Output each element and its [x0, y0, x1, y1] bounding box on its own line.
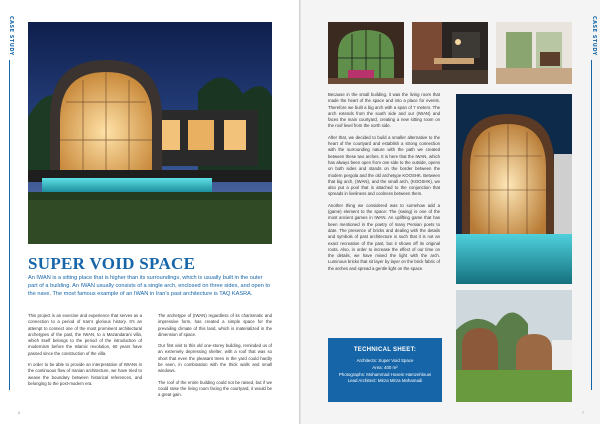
interior-living-room-photo — [496, 22, 572, 84]
page-number: 7 — [582, 410, 585, 415]
technical-sheet-box — [328, 338, 442, 402]
body-paragraph: Another thing we considered was to somehow add a (game) element to the space: The (swing) is one of the most ancient games in IWAN. An uplifting game that has been mentioned in the poetry of many Persian poets to date. The presence of bricks and dealing with the details and symbols of past architecture is such that it is not an exact recreation of the past, but it shows off its original roots. Also, in order to increase the effect of our time on the details, we have mixed the light with the arch. Luminous bricks that sit layer by layer on the brick fabric of the arches and spread a gentle light on the space. — [328, 202, 440, 271]
left-column-1 — [28, 313, 142, 392]
body-paragraph: The roof of the entire building could not be raised, but if we could raise the living room facing the courtyard, it would be a great gain. — [158, 379, 272, 398]
technical-sheet-line: Architects: Super Void Space — [356, 358, 414, 363]
body-paragraph: After that, we decided to build a smaller alternative to the heart of the courtyard and establish a strong connection with the surrounding nature with the path we created between these two arches. It is here that the IWAN, which has always been open from one side to the outside, opens on both sides and stands on the border between the modern pergola and the old archetype KOOSHK. Between that big arch, (IWAN), and the small arch, (KOOSHK), we also put a pool that is attached to the conjunction that spreads in liveliness and coolness between them. — [328, 134, 440, 197]
side-rule — [9, 60, 10, 390]
case-study-tab: CASE STUDY — [8, 16, 14, 56]
body-paragraph: The archetype of (IWAN) regardless of its charismatic and impressive form, has created a simple space for the prevailing climate of this land, which is materialized in the dimension of space. — [158, 313, 272, 337]
case-study-tab: CASE STUDY — [591, 16, 597, 56]
article-title: SUPER VOID SPACE — [28, 254, 196, 273]
garden-arches-photo — [456, 290, 572, 402]
body-paragraph: This project is an exercise and experience that serves as a connection to a period of Iran's glorious history. It's an attempt to connect one of the most prominent architectural archetypes of the past, the IWAN, to a Mazandarani villa, which itself belongs to the period of the introduction of modernism before the Islamic revolution, 60 years have passed since the construction of the villa. — [28, 313, 142, 356]
technical-sheet-line: Lead Architect: Mirza Mirza Mohamadi — [347, 378, 423, 384]
technical-sheet-line: Area: 400 m² — [372, 364, 398, 370]
body-paragraph: In order to be able to provide an interpretation of IWANs in the continuous flow of Iranian architecture, we have tried to weave the boundary between historical references, and belonging to the post-modern era. — [28, 362, 142, 386]
interior-dining-photo — [412, 22, 488, 84]
hero-photo-iwan-night — [28, 22, 272, 244]
left-page — [0, 0, 299, 424]
interior-arch-window-photo — [328, 22, 404, 84]
technical-sheet-title: TECHNICAL SHEET: — [353, 347, 417, 353]
body-paragraph: Our first visit to this old one-storey building, reminded us of an extremely depressing shelter, with a roof that was so short that even the pleasant trees in the yard could hardly be seen, in combination with the thick walls and small windows. — [158, 343, 272, 374]
body-paragraph: Because in the small building, it was the living room that made the heart of the space and into a place for events. Therefore we built a big arch with a span of 7 meters. The arch extends from the south side and our (IWAN) and faces the main courtyard, creating a new sitting room on the roof level from the north side. — [328, 92, 440, 129]
side-rule — [591, 60, 592, 390]
left-column-2 — [158, 313, 272, 404]
technical-sheet-line: Photographs: Mohammad Hosein Hamzehlouei — [338, 371, 432, 377]
right-column — [328, 92, 440, 277]
page-number: 6 — [18, 410, 21, 415]
lead-paragraph: An IWAN is a sitting place that is higher than its surroundings, which is usually built in the outer part of a building. An IWAN usually consists of a single arch, enclosed on three sides, and open to the nave. The most famous example of an IWAN in Iran's past architecture is TAQ KASRA. — [28, 275, 271, 297]
arch-pool-night-photo — [456, 94, 572, 284]
